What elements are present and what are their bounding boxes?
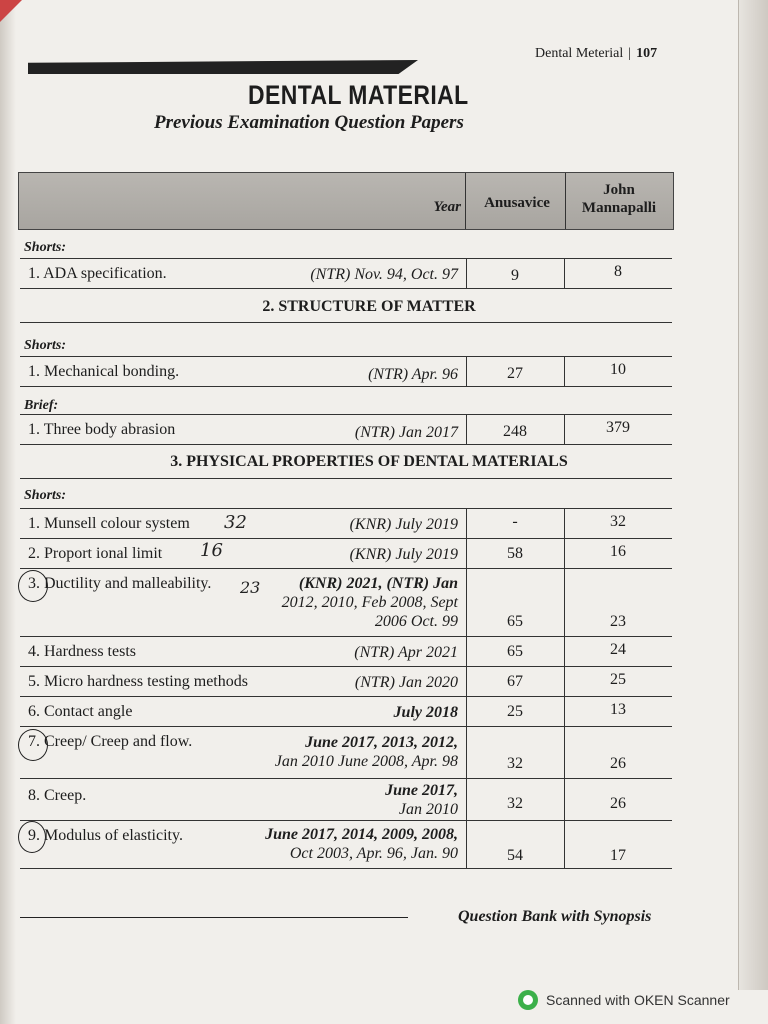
header-john-line1: John [603, 182, 635, 198]
john-page: 8 [614, 263, 622, 280]
anusavice-page: 65 [507, 613, 523, 630]
exam-reference-line: Oct 2003, Apr. 96, Jan. 90 [289, 845, 458, 862]
question-text: 1. ADA specification. [28, 265, 167, 282]
question-text: 3. Ductility and malleability. [28, 575, 212, 592]
section-label-shorts: Shorts: [24, 488, 67, 503]
exam-reference-line: June 2017, 2014, 2009, 2008, [265, 826, 458, 843]
exam-reference-line: June 2017, [385, 782, 458, 799]
handwritten-circle [18, 570, 48, 602]
anusavice-page: 67 [507, 673, 523, 690]
exam-reference: (NTR) Apr 2021 [354, 644, 458, 661]
table-row [20, 666, 672, 697]
running-separator: | [628, 46, 632, 61]
page-number: 107 [636, 46, 658, 61]
header-divider [565, 173, 566, 229]
table-row [20, 414, 672, 445]
john-page: 16 [610, 543, 626, 560]
question-text: 7. Creep/ Creep and flow. [28, 733, 193, 750]
john-page: 24 [610, 641, 626, 658]
section-label-shorts: Shorts: [24, 240, 67, 255]
anusavice-page: 25 [507, 703, 523, 720]
exam-reference: (NTR) Jan 2020 [354, 674, 458, 691]
scanner-logo-icon [518, 990, 538, 1010]
scanner-label: Scanned with OKEN Scanner [546, 992, 730, 1008]
header-divider [465, 173, 466, 229]
table-row [20, 820, 672, 869]
handwritten-circle [18, 821, 46, 853]
header-john-mannapalli [567, 181, 671, 217]
row-divider [20, 386, 672, 387]
john-page: 23 [610, 613, 626, 630]
page-title: DENTAL MATERIAL [248, 80, 469, 110]
footer-rule [20, 917, 408, 918]
exam-reference [282, 574, 458, 631]
anusavice-page: 9 [511, 267, 519, 284]
anusavice-page: 32 [507, 755, 523, 772]
question-text: 6. Contact angle [28, 703, 133, 720]
section-label-shorts: Shorts: [24, 338, 67, 353]
header-year: Year [433, 199, 461, 215]
question-text: 5. Micro hardness testing methods [28, 673, 248, 690]
table-row [20, 258, 672, 289]
question-text: 4. Hardness tests [28, 643, 136, 660]
row-divider [20, 444, 672, 445]
header-anusavice: Anusavice [484, 195, 550, 211]
exam-reference [265, 825, 458, 863]
anusavice-page: 65 [507, 643, 523, 660]
anusavice-page: 248 [503, 423, 527, 440]
exam-reference-line: Jan 2010 [398, 801, 458, 818]
exam-reference: (NTR) Apr. 96 [368, 366, 458, 383]
page-subtitle: Previous Examination Question Papers [154, 112, 464, 133]
john-page: 10 [610, 361, 626, 378]
row-divider [20, 288, 672, 289]
question-text: 2. Proport ional limit [28, 545, 163, 562]
anusavice-page: 27 [507, 365, 523, 382]
table-row [20, 508, 672, 539]
footer-text: Question Bank with Synopsis [458, 908, 652, 925]
header-bar [28, 60, 418, 74]
exam-reference [385, 781, 458, 819]
table-row [20, 726, 672, 779]
page-shadow [0, 0, 16, 1024]
table-row [20, 538, 672, 569]
scanner-watermark [518, 990, 730, 1010]
anusavice-page: 32 [507, 795, 523, 812]
running-head [535, 46, 657, 62]
page-edge [738, 0, 768, 990]
handwritten-note: 16 [200, 540, 223, 561]
john-page: 26 [610, 795, 626, 812]
john-page: 32 [610, 513, 626, 530]
question-text: 1. Three body abrasion [28, 421, 176, 438]
john-page: 26 [610, 755, 626, 772]
exam-reference-line: 2012, 2010, Feb 2008, Sept [281, 594, 458, 611]
row-divider [20, 868, 672, 869]
table-row [20, 356, 672, 387]
header-john-line2: Mannapalli [581, 200, 657, 216]
anusavice-page: - [512, 513, 518, 530]
row-divider [20, 322, 672, 323]
table-header [18, 172, 674, 230]
john-page: 379 [606, 419, 630, 436]
handwritten-circle [18, 729, 48, 761]
question-text: 8. Creep. [28, 787, 87, 804]
section-heading: 2. STRUCTURE OF MATTER [262, 298, 476, 315]
john-page: 17 [610, 847, 626, 864]
row-divider [20, 478, 672, 479]
john-page: 13 [610, 701, 626, 718]
anusavice-page: 58 [507, 545, 523, 562]
table-row [20, 696, 672, 727]
exam-reference-line: June 2017, 2013, 2012, [305, 734, 458, 751]
question-text: 9. Modulus of elasticity. [28, 827, 183, 844]
running-title: Dental Meterial [535, 46, 624, 61]
question-text: 1. Munsell colour system [28, 515, 190, 532]
exam-reference [275, 733, 458, 771]
john-page: 25 [610, 671, 626, 688]
section-heading: 3. PHYSICAL PROPERTIES OF DENTAL MATERIALS [170, 453, 568, 470]
exam-reference-line: 2006 Oct. 99 [374, 613, 458, 630]
exam-reference-line: (KNR) 2021, (NTR) Jan [298, 575, 458, 592]
anusavice-page: 54 [507, 847, 523, 864]
exam-reference: (NTR) Nov. 94, Oct. 97 [310, 266, 458, 283]
exam-reference-line: Jan 2010 June 2008, Apr. 98 [274, 753, 458, 770]
exam-reference: July 2018 [393, 704, 458, 721]
table-row [20, 778, 672, 821]
question-text: 1. Mechanical bonding. [28, 363, 180, 380]
exam-reference: (NTR) Jan 2017 [354, 424, 458, 441]
exam-reference: (KNR) July 2019 [349, 516, 458, 533]
handwritten-note: 32 [224, 512, 247, 533]
table-row [20, 568, 672, 637]
exam-reference: (KNR) July 2019 [349, 546, 458, 563]
table-row [20, 636, 672, 667]
section-label-brief: Brief: [24, 398, 59, 413]
handwritten-note: 23 [240, 578, 261, 597]
